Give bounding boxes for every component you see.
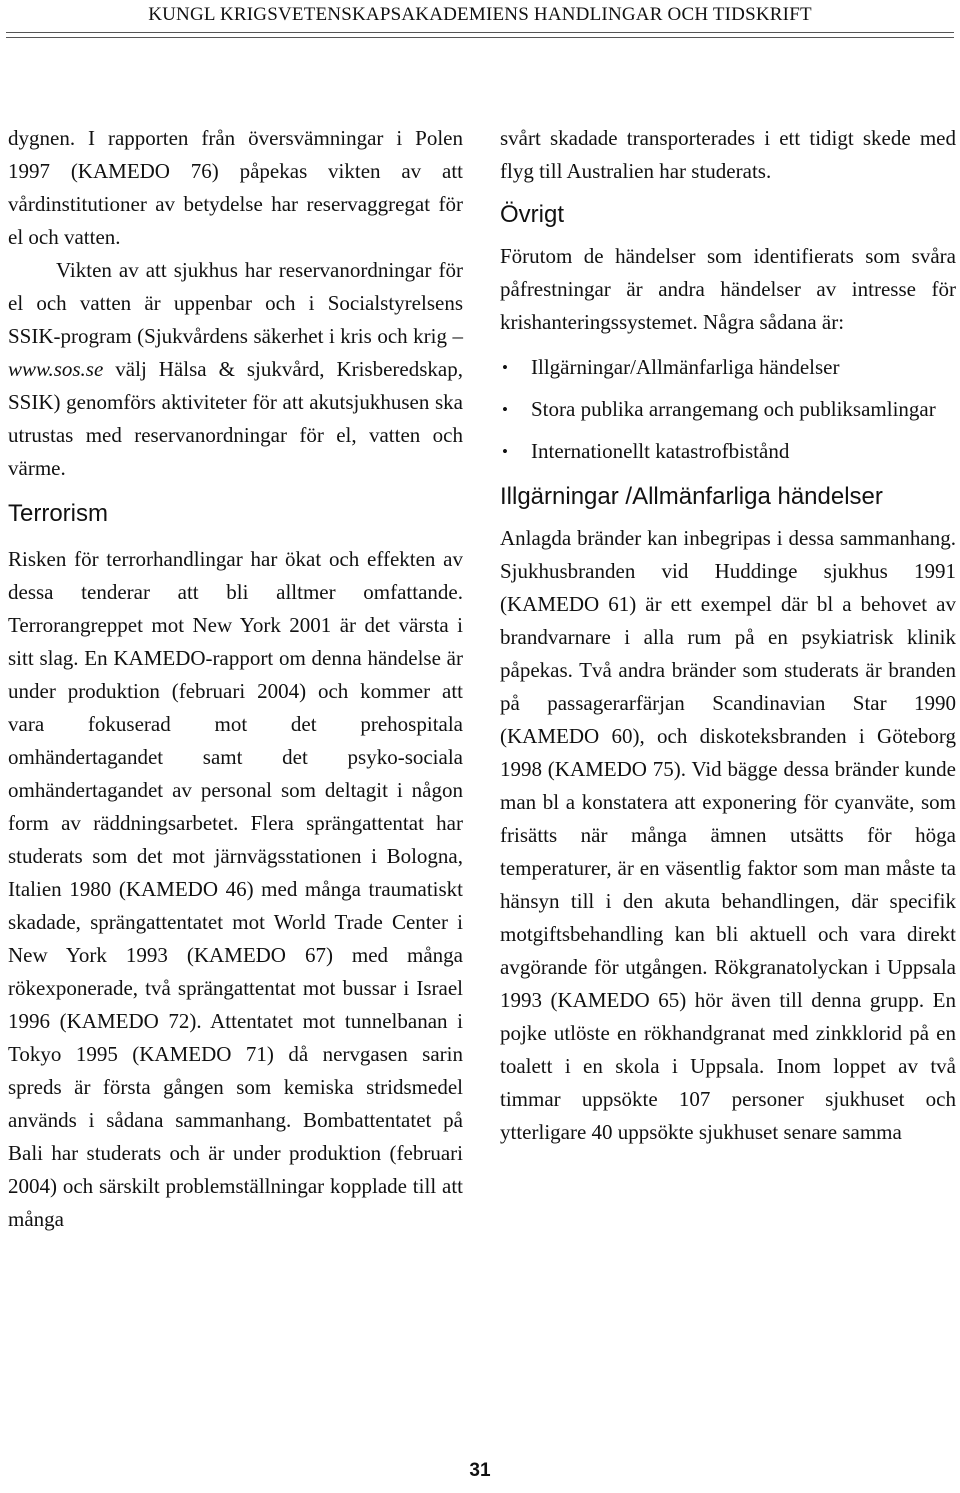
list-item — [500, 435, 956, 468]
header-rule-bottom — [6, 37, 954, 38]
page-number: 31 — [469, 1460, 491, 1481]
bullet-icon: • — [502, 358, 508, 377]
header-rule-top — [6, 32, 954, 33]
paragraph-floods: dygnen. I rapporten från översvämningar i Polen 1997 (KAMEDO 76) påpekas vikten av att vårdinstitutioner av betydelse har reservaggregat för el och vatten. — [8, 126, 463, 249]
bullet-text: Illgärningar/Allmänfarliga händelser — [531, 355, 840, 379]
paragraph-fires: Anlagda bränder kan inbegripas i dessa sammanhang. Sjukhusbranden vid Huddinge sjukhus 1991 (KAMEDO 61) är ett exempel där bl a behovet av brandvarnare i alla rum på en psykiatrisk klinik påpekas. Två andra bränder som studerats är branden på passagerarfärjan Scandinavian Star 1990 (KAMEDO 60), och diskoteksbranden i Göteborg 1998 (KAMEDO 75). Vid bägge dessa bränder kunde man bl a konstatera att exponering för cyanväte, som frisätts när många ämnen utsätts för höga temperaturer, är en väsentlig faktor som man måste ta hänsyn till i den akuta behandlingen, där specifik motgiftsbehandling kan bli aktuell och vara direkt avgörande för utgången. Rökgranatolyckan i Uppsala 1993 (KAMEDO 65) hör även till denna grupp. En pojke utlöste en rökhandgranat med zinkklorid på en toalett i en skola i Uppsala. Inom loppet av två timmar uppsökte 107 personer sjukhuset och ytterligare 40 uppsökte sjukhuset senare samma — [500, 526, 956, 1144]
bullet-text: Internationellt katastrofbistånd — [531, 439, 790, 463]
heading-terrorism: Terrorism — [8, 500, 108, 527]
paragraph-other-events: Förutom de händelser som identifierats som svåra påfrestningar är andra händelser av intresse för krishanteringssystemet. Några sådana är: — [500, 244, 956, 334]
bullet-icon: • — [502, 400, 508, 419]
bullet-list — [500, 351, 956, 468]
bullet-icon: • — [502, 442, 508, 461]
list-item — [500, 393, 956, 426]
paragraph-terrorism: Risken för terrorhandlingar har ökat och effekten av dessa tenderar att bli alltmer omfattande. Terrorangreppet mot New York 2001 är det värsta i sitt slag. En KAMEDO-rapport om denna händelse är under produktion (februari 2004) och kommer att vara fokuserad mot det prehospitala omhändertagandet samt det psyko-sociala omhändertagandet av personal som deltagit i någon form av räddningsarbetet. Flera sprängattentat har studerats som det mot järnvägsstationen i Bologna, Italien 1980 (KAMEDO 46) med många traumatiskt skadade, sprängattentatet mot World Trade Center i New York 1993 (KAMEDO 67) med många rökexponerade, två sprängattentat mot bussar i Israel 1996 (KAMEDO 72). Attentatet mot tunnelbanan i Tokyo 1995 (KAMEDO 71) då nervgasen sarin spreds är första gången som kemiska stridsmedel används i sådana sammanhang. Bombattentatet på Bali har studerats och är under produktion (februari 2004) och särskilt problemställningar kopplade till att många — [8, 547, 463, 1231]
bullet-text: Stora publika arrangemang och publiksamlingar — [531, 397, 936, 421]
paragraph-reserve-power — [8, 254, 463, 485]
reserve-power-text-start: Vikten av att sjukhus har reservanordningar för el och vatten är uppenbar och i Socialstyrelsens SSIK-program (Sjukvårdens säkerhet i kris och krig – — [8, 258, 463, 348]
sos-url-link[interactable]: www.sos.se — [8, 357, 104, 381]
heading-ovrigt: Övrigt — [500, 201, 565, 228]
list-item — [500, 351, 956, 384]
reserve-power-text-end: välj Hälsa & sjukvård, Krisberedskap, SSIK) genomförs aktiviteter för att akutsjukhusen ska utrustas med reservanordningar för el, vatten och värme. — [8, 357, 463, 480]
right-column — [500, 122, 956, 1149]
running-header: KUNGL KRIGSVETENSKAPSAKADEMIENS HANDLINGAR OCH TIDSKRIFT — [148, 4, 812, 25]
left-column — [8, 122, 463, 1236]
paragraph-australia: svårt skadade transporterades i ett tidigt skede med flyg till Australien har studerats. — [500, 126, 956, 183]
heading-illgarningar: Illgärningar /Allmänfarliga händelser — [500, 483, 883, 510]
